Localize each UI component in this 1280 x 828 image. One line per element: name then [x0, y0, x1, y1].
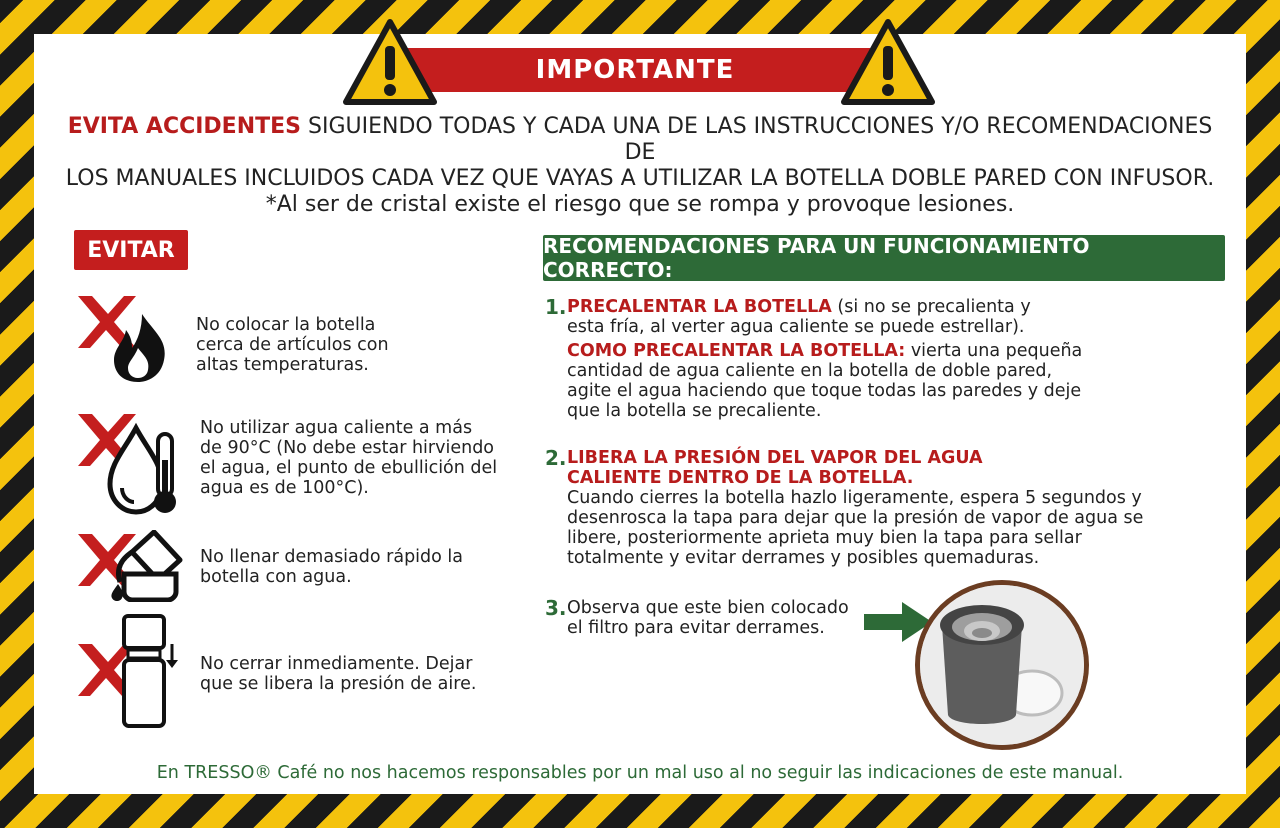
important-banner: IMPORTANTE	[400, 48, 870, 92]
text-line: No llenar demasiado rápido la	[200, 547, 464, 567]
evitar-label: EVITAR	[74, 230, 188, 270]
intro-text	[50, 114, 1230, 218]
filter-photo	[915, 580, 1089, 750]
evitar-item-4-text	[200, 654, 476, 694]
step-number: 3.	[545, 596, 567, 620]
intro-line1: SIGUIENDO TODAS Y CADA UNA DE LAS INSTRUCCIONES Y/O RECOMENDACIONES DE	[308, 114, 1213, 165]
bottle-filter-icon	[920, 585, 1084, 745]
text-line: cantidad de agua caliente en la botella de doble pared,	[567, 361, 1053, 381]
step-1-subtitle: COMO PRECALENTAR LA BOTELLA:	[567, 341, 906, 361]
text-line: desenrosca la tapa para dejar que la presión de vapor de agua se	[567, 508, 1144, 528]
text-line: cerca de artículos con	[196, 335, 389, 355]
evitar-item-3-text	[200, 547, 463, 587]
footer-disclaimer: En TRESSO® Café no nos hacemos responsables por un mal uso al no seguir las indicaciones de este manual.	[156, 763, 1124, 783]
warning-triangle-icon	[840, 18, 936, 106]
text-line: Observa que este bien colocado	[567, 598, 849, 618]
step-2-title: LIBERA LA PRESIÓN DEL VAPOR DEL AGUA	[567, 448, 983, 468]
recomendaciones-label: RECOMENDACIONES PARA UN FUNCIONAMIENTO CORRECTO:	[543, 235, 1225, 281]
text-line: agite el agua haciendo que toque todas las paredes y deje	[567, 381, 1082, 401]
text-line: No utilizar agua caliente a más	[200, 418, 473, 438]
step-3-text	[567, 598, 849, 638]
step-1-title-rest: (si no se precalienta y	[831, 297, 1031, 317]
evitar-item-1-text	[196, 315, 389, 375]
text-line: de 90°C (No debe estar hirviendo	[200, 438, 495, 458]
text-line: No cerrar inmediamente. Dejar	[200, 654, 473, 674]
intro-note: *Al ser de cristal existe el riesgo que se rompa y provoque lesiones.	[265, 192, 1015, 217]
pouring-icon	[76, 530, 184, 602]
text-line: agua es de 100°C).	[200, 478, 369, 498]
step-2-text	[567, 448, 1143, 568]
warning-triangle-icon	[342, 18, 438, 106]
text-line: libere, posteriormente aprieta muy bien la tapa para sellar	[567, 528, 1082, 548]
text-line: que se libera la presión de aire.	[200, 674, 477, 694]
text-line: altas temperaturas.	[196, 355, 369, 375]
text-line: esta fría, al verter agua caliente se puede estrellar).	[567, 317, 1025, 337]
text-line: que la botella se precaliente.	[567, 401, 822, 421]
text-line: Cuando cierres la botella hazlo ligeramente, espera 5 segundos y	[567, 488, 1142, 508]
hot-water-thermometer-icon	[76, 410, 186, 516]
intro-line2: LOS MANUALES INCLUIDOS CADA VEZ QUE VAYAS A UTILIZAR LA BOTELLA DOBLE PARED CON INFUSOR.	[65, 166, 1215, 191]
step-1-text	[567, 297, 1082, 421]
step-1-title: PRECALENTAR LA BOTELLA	[567, 297, 832, 317]
text-line: el agua, el punto de ebullición del	[200, 458, 498, 478]
step-1-sub-rest: vierta una pequeña	[905, 341, 1083, 361]
evitar-item-2-text	[200, 418, 497, 498]
step-2-title: CALIENTE DENTRO DE LA BOTELLA.	[567, 468, 914, 488]
intro-highlight: EVITA ACCIDENTES	[67, 114, 301, 139]
fire-icon	[76, 292, 168, 384]
step-number: 2.	[545, 446, 567, 470]
text-line: totalmente y evitar derrames y posibles quemaduras.	[567, 548, 1040, 568]
text-line: No colocar la botella	[196, 315, 376, 335]
step-number: 1.	[545, 295, 567, 319]
text-line: botella con agua.	[200, 567, 352, 587]
text-line: el filtro para evitar derrames.	[567, 618, 825, 638]
bottle-closing-icon	[76, 614, 182, 730]
